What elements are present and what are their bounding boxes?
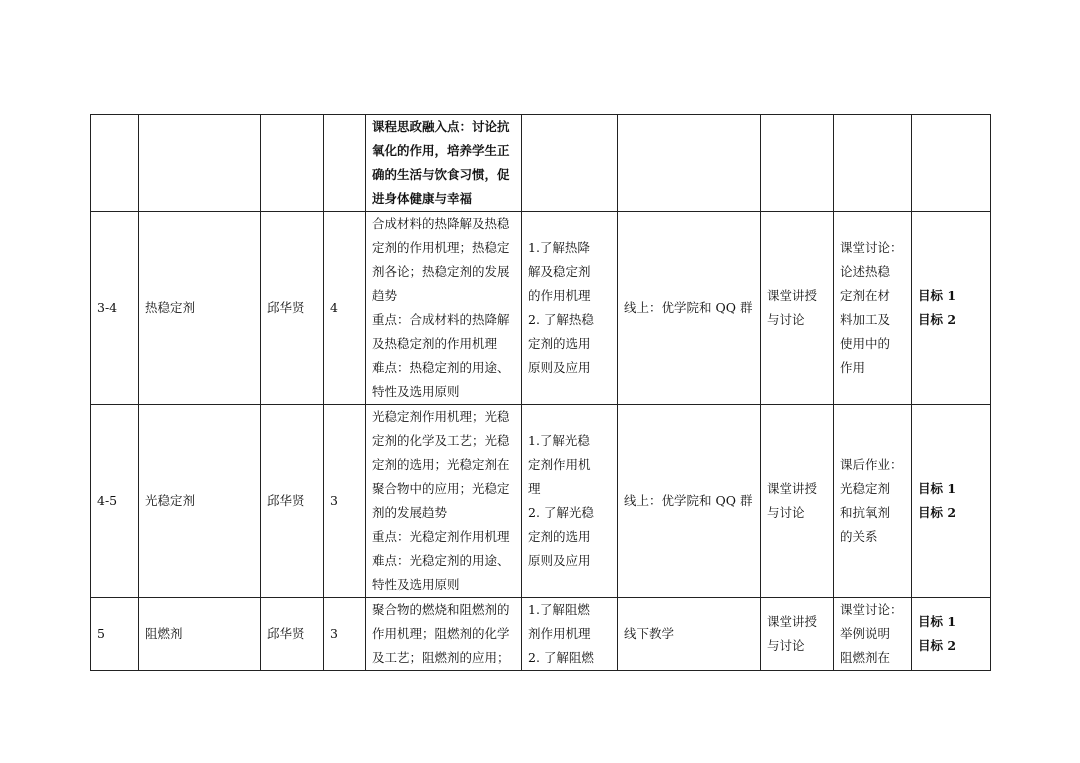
table-row (91, 598, 991, 671)
content-cell: 聚合物的燃烧和阻燃剂的 作用机理；阻燃剂的化学 及工艺；阻燃剂的应用； (366, 598, 522, 671)
method-cell: 课堂讲授 与讨论 (761, 598, 834, 671)
table-row (91, 212, 991, 405)
teacher-cell (261, 115, 324, 212)
week-cell: 5 (91, 598, 139, 671)
objective-cell: 1.了解阻燃 剂作用机理 2. 了解阻燃 (522, 598, 618, 671)
resources-cell: 线上：优学院和 QQ 群 (618, 405, 761, 598)
target-cell: 目标 1 目标 2 (912, 598, 991, 671)
hours-cell (324, 115, 366, 212)
homework-cell: 课后作业： 光稳定剂 和抗氧剂 的关系 (834, 405, 912, 598)
objective-cell: 1.了解热降 解及稳定剂 的作用机理 2. 了解热稳 定剂的选用 原则及应用 (522, 212, 618, 405)
target-cell: 目标 1 目标 2 (912, 212, 991, 405)
content-cell: 课程思政融入点：讨论抗 氧化的作用，培养学生正 确的生活与饮食习惯，促 进身体健康与幸福 (366, 115, 522, 212)
content-cell: 合成材料的热降解及热稳 定剂的作用机理；热稳定 剂各论；热稳定剂的发展 趋势 重点：合成材料的热降解 及热稳定剂的作用机理 难点：热稳定剂的用途、 特性及选用原则 (366, 212, 522, 405)
hours-cell: 3 (324, 405, 366, 598)
teacher-cell: 邱华贤 (261, 405, 324, 598)
resources-cell (618, 115, 761, 212)
week-cell (91, 115, 139, 212)
table-row (91, 115, 991, 212)
week-cell: 3-4 (91, 212, 139, 405)
topic-cell (139, 115, 261, 212)
teacher-cell: 邱华贤 (261, 212, 324, 405)
method-cell: 课堂讲授 与讨论 (761, 212, 834, 405)
table-row (91, 405, 991, 598)
target-cell (912, 115, 991, 212)
homework-cell: 课堂讨论： 举例说明 阻燃剂在 (834, 598, 912, 671)
topic-cell: 热稳定剂 (139, 212, 261, 405)
method-cell (761, 115, 834, 212)
topic-cell: 光稳定剂 (139, 405, 261, 598)
teacher-cell: 邱华贤 (261, 598, 324, 671)
week-cell: 4-5 (91, 405, 139, 598)
method-cell: 课堂讲授 与讨论 (761, 405, 834, 598)
content-cell: 光稳定剂作用机理；光稳 定剂的化学及工艺；光稳 定剂的选用；光稳定剂在 聚合物中的应用；光稳定 剂的发展趋势 重点：光稳定剂作用机理 难点：光稳定剂的用途、 特性及选用原则 (366, 405, 522, 598)
homework-cell (834, 115, 912, 212)
topic-cell: 阻燃剂 (139, 598, 261, 671)
target-cell: 目标 1 目标 2 (912, 405, 991, 598)
hours-cell: 4 (324, 212, 366, 405)
resources-cell: 线上：优学院和 QQ 群 (618, 212, 761, 405)
hours-cell: 3 (324, 598, 366, 671)
homework-cell: 课堂讨论： 论述热稳 定剂在材 料加工及 使用中的 作用 (834, 212, 912, 405)
resources-cell: 线下教学 (618, 598, 761, 671)
syllabus-table (90, 114, 991, 671)
objective-cell (522, 115, 618, 212)
objective-cell: 1.了解光稳 定剂作用机 理 2. 了解光稳 定剂的选用 原则及应用 (522, 405, 618, 598)
